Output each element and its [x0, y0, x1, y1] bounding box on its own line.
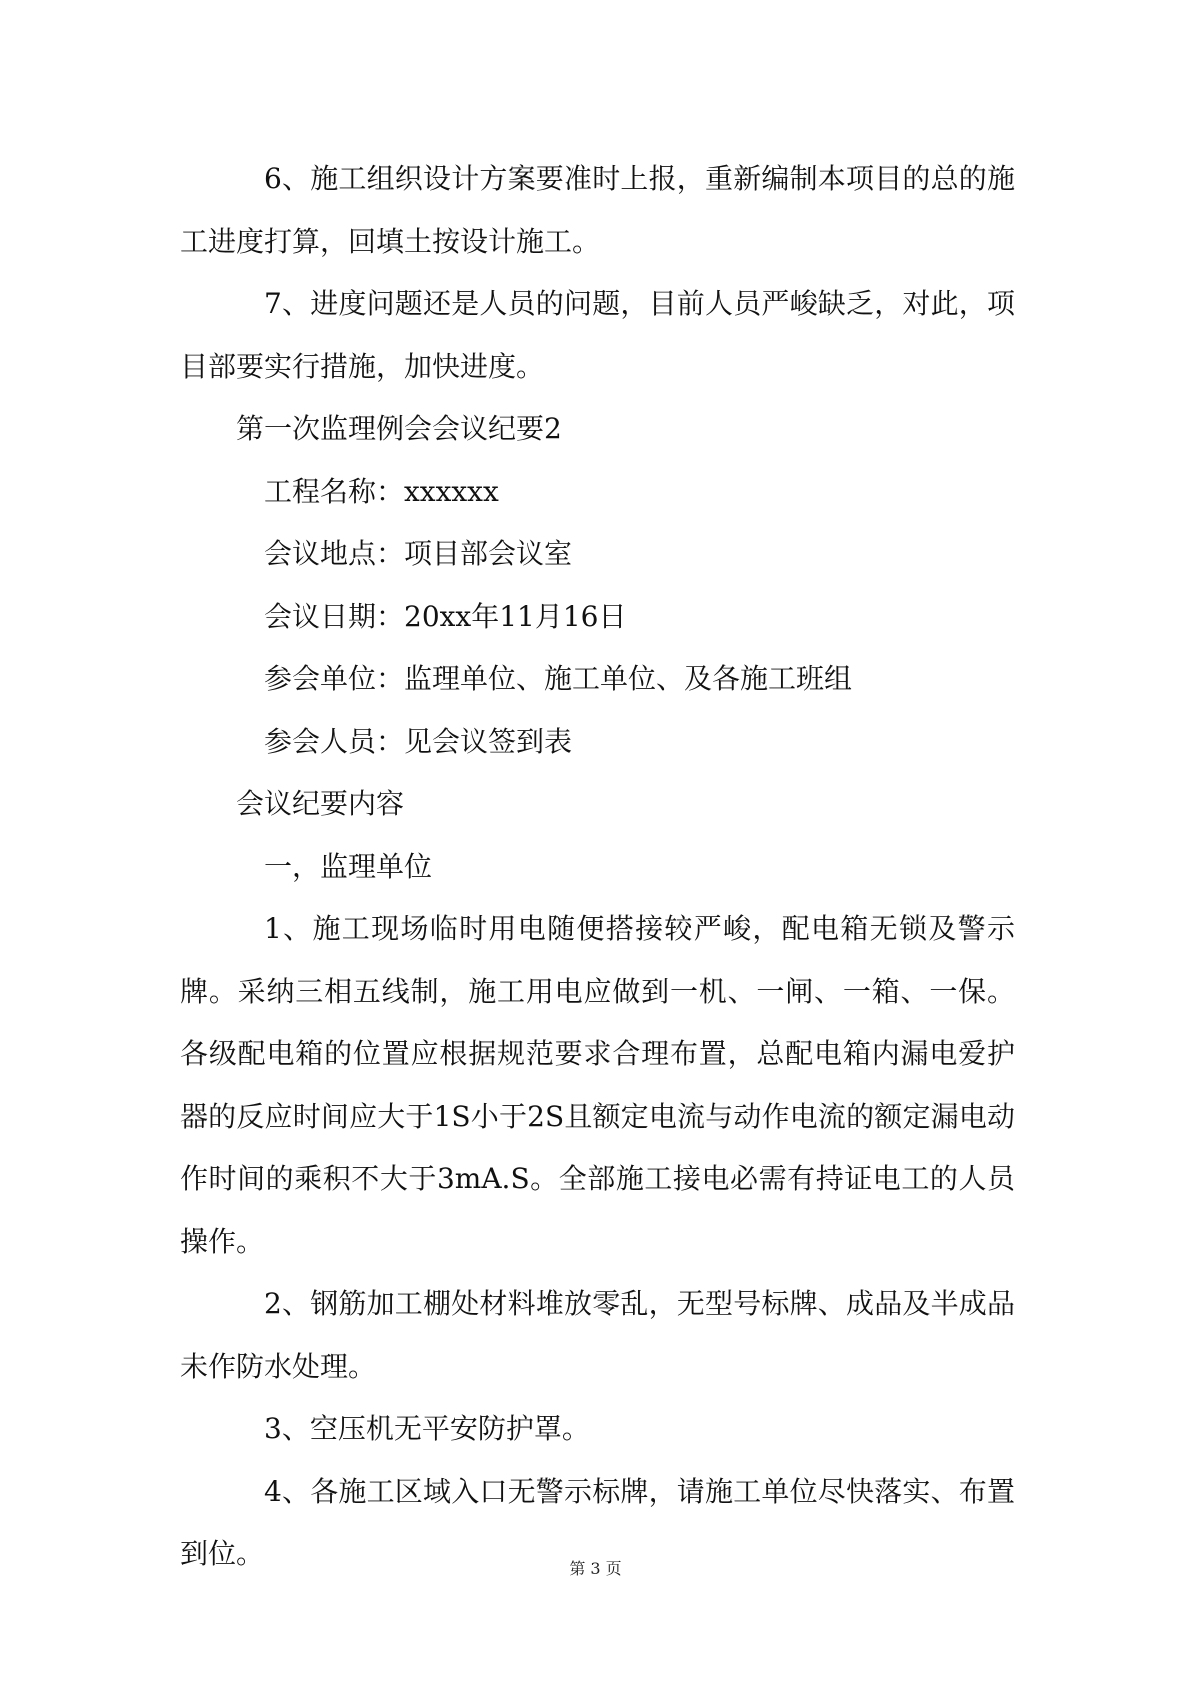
- supervision-item-3: 3、空压机无平安防护罩。: [264, 1412, 590, 1445]
- supervision-item-1: 1、施工现场临时用电随便搭接较严峻，配电箱无锁及警示牌。采纳三相五线制，施工用电应做到一机、一闸、一箱、一保。各级配电箱的位置应根据规范要求合理布置，总配电箱内漏电爱护器的反应时间应大于1S小于2S且额定电流与动作电流的额定漏电动作时间的乘积不大于3mA.S。全部施工接电必需有持证电工的人员操作。: [180, 912, 1015, 1258]
- meeting-location: 会议地点：项目部会议室: [264, 537, 573, 570]
- minutes-content-heading: 会议纪要内容: [236, 787, 405, 820]
- page-number: 第 3 页: [569, 1559, 622, 1578]
- meeting-date: 会议日期：20xx年11月16日: [264, 599, 627, 633]
- paragraph-item-6: 6、施工组织设计方案要准时上报，重新编制本项目的总的施工进度打算，回填土按设计施工。: [180, 162, 1015, 258]
- supervision-item-2: 2、钢筋加工棚处材料堆放零乱，无型号标牌、成品及半成品未作防水处理。: [180, 1287, 1015, 1383]
- section-title: 第一次监理例会会议纪要2: [236, 412, 562, 445]
- participants: 参会人员：见会议签到表: [264, 724, 573, 758]
- supervision-unit-heading: 一，监理单位: [264, 849, 433, 883]
- participating-units: 参会单位：监理单位、施工单位、及各施工班组: [264, 662, 853, 695]
- document-body: [180, 148, 1015, 1586]
- paragraph-item-7: 7、进度问题还是人员的问题，目前人员严峻缺乏，对此，项目部要实行措施，加快进度。: [180, 287, 1015, 383]
- supervision-item-4: 4、各施工区域入口无警示标牌，请施工单位尽快落实、布置到位。: [180, 1474, 1015, 1570]
- project-name: 工程名称：xxxxxx: [264, 474, 499, 508]
